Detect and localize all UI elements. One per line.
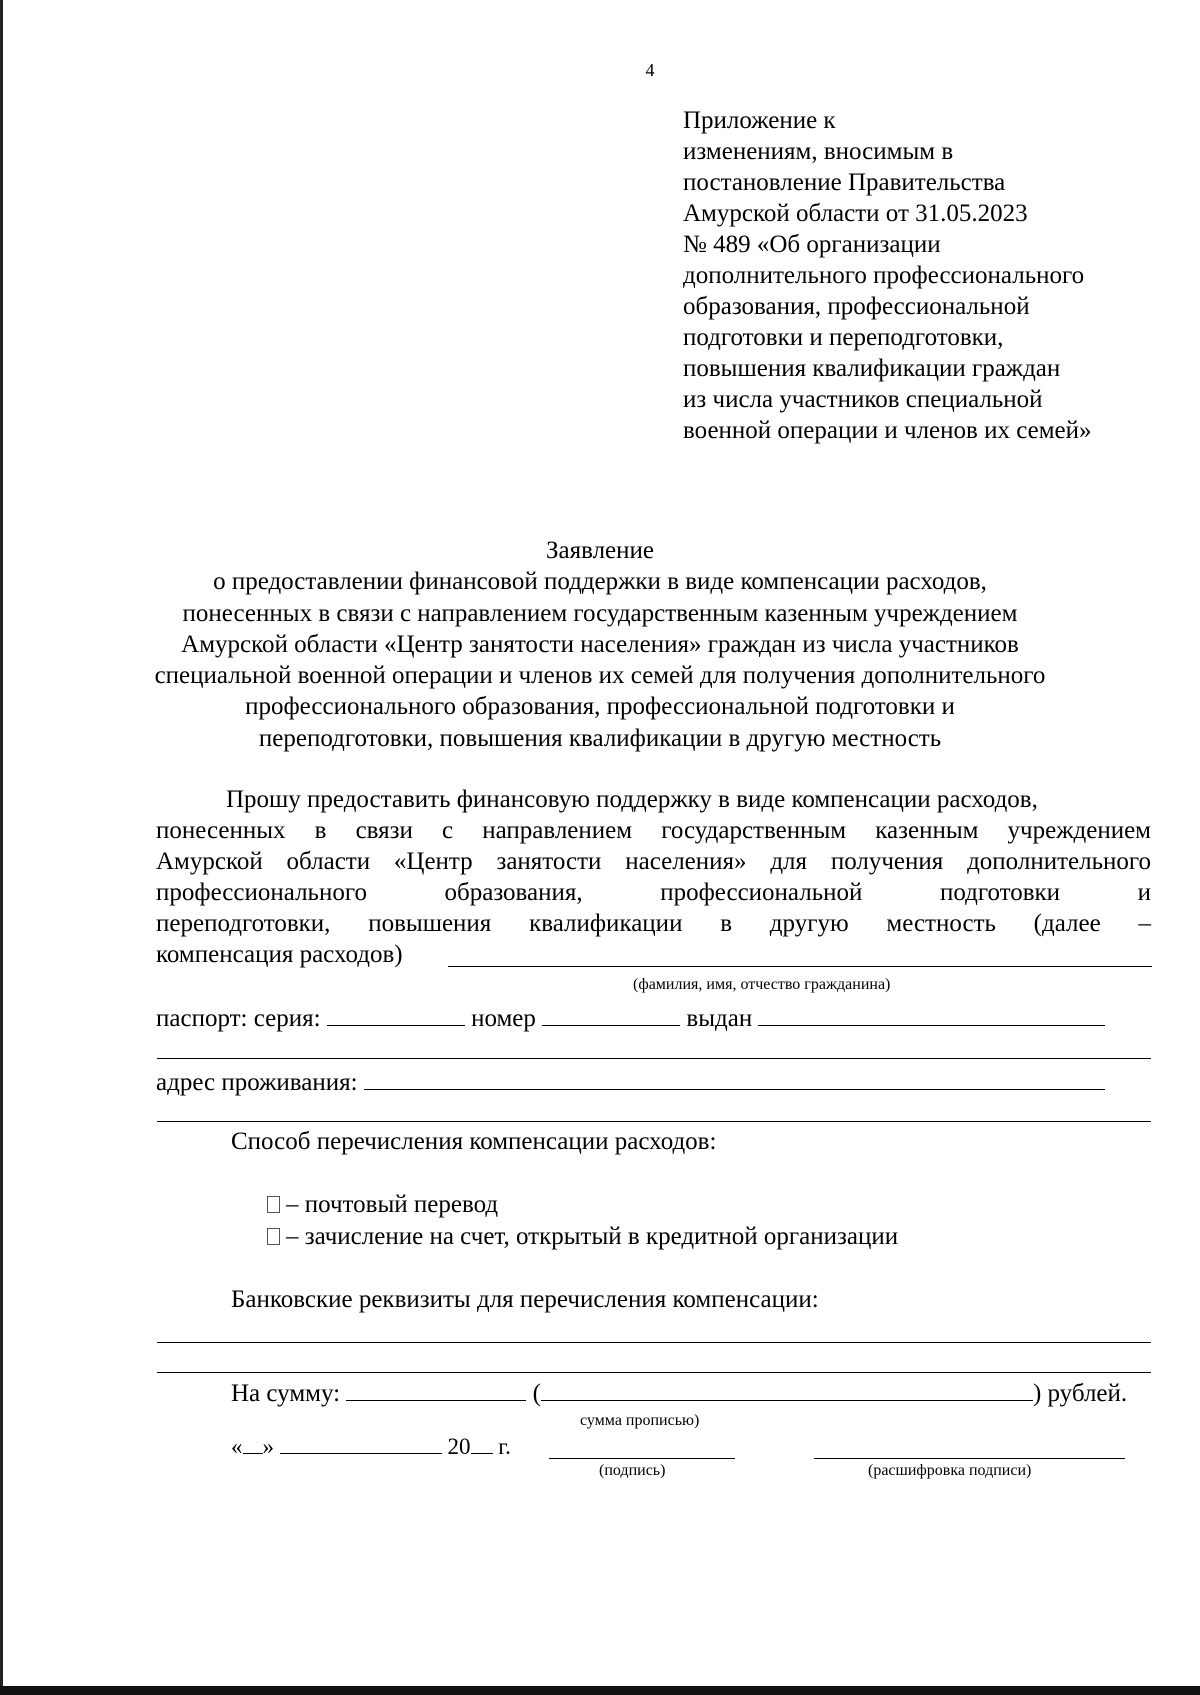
payment-option-label: – зачисление на счет, открытый в кредитной организации [286,1223,899,1250]
address-extra-line[interactable] [157,1121,1151,1122]
appendix-line: подготовки и переподготовки, [683,324,1004,351]
passport-series-label: паспорт: серия: [156,1005,321,1032]
checkbox[interactable] [267,1196,280,1213]
appendix-line: образования, профессиональной [683,293,1030,320]
title-line: понесенных в связи с направлением государственным казенным учреждением [182,599,1018,627]
appendix-line: изменениям, вносимым в [683,138,954,165]
date-open-quote: « [231,1434,243,1459]
body-line: понесенных в связи с направлением государственным казенным учреждением [156,817,1151,844]
body-line: Прошу предоставить финансовую поддержку в виде компенсации расходов, [226,786,1038,813]
bank-details-line[interactable] [157,1372,1151,1373]
passport-issued-label: выдан [686,1005,753,1032]
sum-caption: сумма прописью) [580,1412,700,1429]
passport-row [156,1003,1151,1033]
payment-option-account[interactable] [267,1223,898,1251]
date-month-field[interactable] [280,1431,442,1454]
signature-field[interactable] [549,1458,735,1459]
body-last-text: компенсация расходов) [156,941,403,968]
bank-heading: Банковские реквизиты для перечисления компенсации: [231,1286,819,1313]
sum-open-paren: ( [532,1380,541,1407]
passport-series-field[interactable] [327,1003,465,1026]
passport-issued-field[interactable] [758,1003,1105,1026]
passport-extra-line[interactable] [157,1058,1151,1059]
signature-caption: (подпись) [599,1462,666,1479]
payment-heading: Способ перечисления компенсации расходов: [231,1128,717,1155]
appendix-line: дополнительного профессионального [683,262,1085,289]
sum-close: ) рублей. [1032,1380,1128,1407]
appendix-line: постановление Правительства [683,169,1006,196]
title-line: Амурской области «Центр занятости населения» граждан из числа участников [181,630,1019,658]
date-close-quote: » [262,1434,274,1459]
fio-caption: (фамилия, имя, отчество гражданина) [633,976,891,993]
address-label: адрес проживания: [156,1069,358,1096]
body-line: переподготовки, повышения квалификации в другую местность (далее – [156,910,1151,937]
appendix-line: № 489 «Об организации [683,231,941,258]
passport-number-label: номер [471,1005,536,1032]
date-year-suffix: г. [498,1434,511,1459]
sum-words-field[interactable] [541,1378,1033,1401]
body-line: Амурской области «Центр занятости населения» для получения дополнительного [156,848,1151,875]
address-row [156,1067,1151,1097]
appendix-note [683,105,1183,446]
scan-bottom-edge [0,1686,1200,1695]
sum-row [231,1378,1200,1408]
page-number: 4 [645,60,655,80]
title-line: специальной военной операции и членов их семей для получения дополнительного [154,662,1046,690]
fio-field[interactable] [448,966,1152,967]
title-line: профессионального образования, профессиональной подготовки и [245,693,955,721]
bank-details-line[interactable] [157,1342,1151,1343]
body-line: профессионального образования, профессиональной подготовки и [156,879,1151,906]
body-last-line [156,941,1151,969]
date-year-prefix: 20 [447,1434,471,1459]
appendix-line: Амурской области от 31.05.2023 [683,200,1028,227]
signature-decode-caption: (расшифровка подписи) [868,1462,1032,1479]
date-row [231,1431,1200,1460]
title-line: переподготовки, повышения квалификации в другую местность [258,724,942,752]
sum-field[interactable] [346,1378,526,1401]
date-day-field[interactable] [243,1431,263,1454]
appendix-line: повышения квалификации граждан [683,355,1061,382]
title-line: о предоставлении финансовой поддержки в виде компенсации расходов, [213,568,987,596]
appendix-line: из числа участников специальной [683,386,1043,413]
scan-left-edge [0,0,3,1695]
address-field[interactable] [364,1067,1105,1090]
title-heading: Заявление [545,537,655,564]
payment-option-label: – почтовый перевод [286,1191,499,1218]
date-year-field[interactable] [471,1431,493,1454]
payment-option-postal[interactable] [267,1191,498,1219]
checkbox[interactable] [267,1228,280,1245]
sum-label: На сумму: [231,1380,341,1407]
appendix-line: военной операции и членов их семей» [683,417,1092,444]
document-title [120,535,1080,754]
passport-number-field[interactable] [542,1003,680,1026]
appendix-line: Приложение к [683,107,836,134]
signature-decode-field[interactable] [814,1458,1125,1459]
